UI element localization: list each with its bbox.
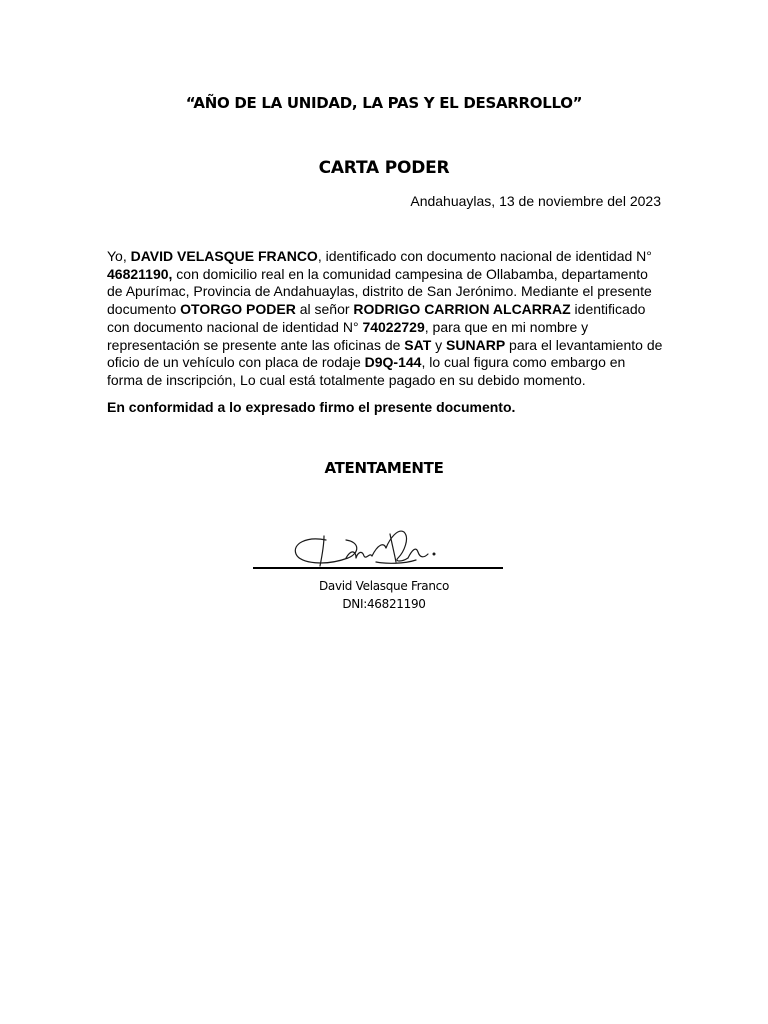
vehicle-plate: D9Q-144: [364, 354, 422, 371]
body-text-segment: , para que en mi nombre y representación se presente ante las oficinas de: [107, 318, 589, 353]
body-text-segment: identificado con documento nacional de identidad N°: [107, 301, 646, 335]
body-text-segment: para el levantamiento de oficio de un vehículo con placa de rodaje: [107, 336, 663, 371]
body-text-segment: , lo cual figura como embargo en forma de inscripción, Lo cual está totalmente pagado en su debido momento.: [107, 354, 626, 388]
grantee-dni: 74022729: [362, 318, 425, 335]
conformity-statement: En conformidad a lo expresado firmo el presente documento.: [107, 399, 516, 415]
grantor-name: DAVID VELASQUE FRANCO: [130, 248, 318, 264]
document-title: CARTA PODER: [318, 158, 450, 178]
closing-salutation: ATENTAMENTE: [324, 459, 444, 477]
signer-dni: DNI:46821190: [342, 597, 426, 611]
body-text-segment: Yo,: [107, 248, 131, 264]
letter-body: [107, 248, 663, 390]
body-text-segment: al señor: [295, 301, 354, 318]
signature-line: [253, 567, 503, 569]
body-text-segment: con domicilio real en la comunidad campesina de Ollabamba, departamento de Apurímac, Provincia de Andahuaylas, distrito de San Jerónimo. Mediante el presente documento: [107, 265, 652, 318]
office-sunarp: SUNARP: [446, 336, 506, 353]
signer-name: David Velasque Franco: [318, 579, 450, 593]
body-text-segment: , identificado con documento nacional de identidad N°: [317, 248, 652, 264]
date-line: Andahuaylas, 13 de noviembre del 2023: [410, 193, 661, 209]
grantee-name: RODRIGO CARRION ALCARRAZ: [353, 301, 571, 318]
grant-phrase: OTORGO PODER: [180, 301, 296, 318]
grantor-dni: 46821190,: [107, 265, 173, 282]
body-text-segment: y: [431, 336, 447, 353]
office-sat: SAT: [404, 336, 432, 353]
year-motto: “AÑO DE LA UNIDAD, LA PAS Y EL DESARROLLO”: [185, 94, 583, 112]
